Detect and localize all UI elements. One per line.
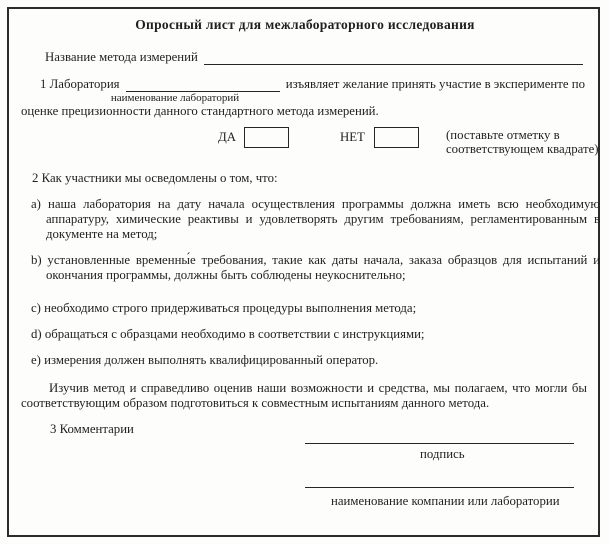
- list-item-e: [31, 353, 600, 368]
- laboratory-name-field[interactable]: [126, 77, 280, 92]
- list-item-marker: b): [31, 253, 42, 267]
- section2-heading: 2 Как участники мы осведомлены о том, что:: [32, 171, 278, 185]
- laboratory-field-caption: наименование лабораторий: [110, 92, 240, 104]
- list-item-text: наша лаборатория на дату начала осуществления программы должна иметь всю необходимую аппаратуру, химические реактивы и удовлетворять другим требованиям, регламентированным в документе на метод;: [46, 197, 600, 241]
- company-name-field[interactable]: [305, 487, 574, 488]
- list-item-a: [31, 197, 600, 242]
- list-item-text: измерения должен выполнять квалифицированный оператор.: [44, 353, 379, 367]
- method-name-label: Название метода измерений: [45, 50, 198, 64]
- yes-checkbox[interactable]: [244, 127, 289, 148]
- section3-heading: 3 Комментарии: [50, 422, 134, 436]
- list-item-marker: a): [31, 197, 41, 211]
- list-item-text: установленные временны́е требования, такие как даты начала, заказа образцов для испытаний и окончания программы, должны быть соблюдены неукоснительно;: [46, 253, 600, 282]
- list-item-marker: e): [31, 353, 41, 367]
- list-item-text: необходимо строго придерживаться процедуры выполнения метода;: [44, 301, 417, 315]
- laboratory-label: 1 Лаборатория: [40, 77, 120, 91]
- list-item-marker: d): [31, 327, 42, 341]
- no-label: НЕТ: [340, 130, 365, 144]
- method-name-row: [45, 50, 583, 65]
- no-checkbox[interactable]: [374, 127, 419, 148]
- laboratory-statement: изъявляет желание принять участие в эксперименте по: [285, 77, 585, 91]
- signature-caption: подпись: [420, 447, 465, 461]
- page-title: Опросный лист для межлабораторного исследования: [135, 17, 475, 32]
- checkbox-instruction: (поставьте отметку в соответствующем квадрате): [446, 128, 599, 156]
- statement-continuation: оценке прецизионности данного стандартного метода измерений.: [21, 104, 379, 118]
- list-item-b: [31, 253, 600, 283]
- list-item-d: [31, 327, 600, 342]
- list-item-text: обращаться с образцами необходимо в соответствии с инструкциями;: [44, 327, 425, 341]
- list-item-c: [31, 301, 600, 316]
- method-name-field[interactable]: [204, 50, 583, 65]
- yes-label: ДА: [218, 130, 236, 144]
- laboratory-row: [40, 77, 585, 92]
- company-name-caption: наименование компании или лаборатории: [331, 494, 560, 508]
- signature-field[interactable]: [305, 443, 574, 444]
- list-item-marker: c): [31, 301, 41, 315]
- closing-statement: Изучив метод и справедливо оценив наши возможности и средства, мы полагаем, что могли бы соответствующим образом подготовиться к совместным испытаниям данного метода.: [21, 381, 587, 410]
